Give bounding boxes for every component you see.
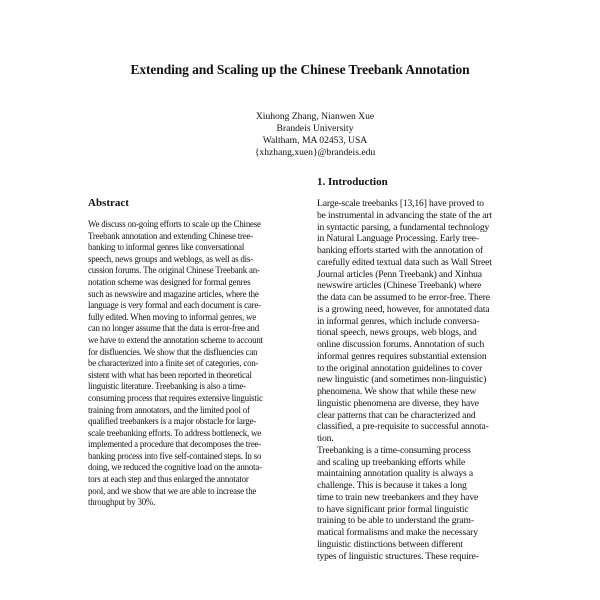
text-line: linguistic distinctions between different (317, 538, 463, 550)
text-line: scale treebanking efforts. To address bottleneck, we (88, 427, 261, 438)
text-line: is a growing need, however, for annotated data (317, 303, 490, 315)
text-line: qualified treebankers is a major obstacle for large- (88, 416, 257, 427)
text-line: cussion forums. The original Chinese Treebank an- (88, 265, 260, 276)
text-line: tors at each step and thus enlarged the annotator (88, 474, 249, 485)
affiliation: Brandeis University (276, 123, 354, 134)
author-names: Xiuhong Zhang, Nianwen Xue (255, 111, 375, 122)
text-line: tional speech, news groups, web blogs, and (317, 327, 477, 339)
text-line: Journal articles (Penn Treebank) and Xinhua (317, 268, 482, 280)
text-line: throughput by 30%. (88, 497, 156, 508)
abstract-body (88, 219, 303, 509)
text-line: clear patterns that can be characterized and (317, 409, 476, 421)
text-line: carefully edited textual data such as Wall Street (317, 256, 492, 268)
text-line: for disfluencies. We show that the disfluencies can (88, 346, 258, 357)
text-line: consuming process that requires extensive linguistic (88, 392, 263, 403)
text-line: informal genres requires substantial extension (317, 350, 487, 362)
text-line: in informal genres, which include conversa- (317, 315, 480, 327)
introduction-heading: 1. Introduction (317, 176, 388, 188)
text-line: to have significant prior formal linguistic (317, 503, 469, 515)
email: {xhzhang,xuen}@brandeis.edu (254, 147, 376, 158)
text-line: types of linguistic structures. These require- (317, 550, 479, 562)
text-line: fully edited. When moving to informal genres, we (88, 311, 256, 322)
text-line: Treebanking is a time-consuming process (317, 444, 471, 456)
text-line: the data can be assumed to be error-free. There (317, 292, 490, 303)
paper-title: Extending and Scaling up the Chinese Treebank Annotation (130, 62, 470, 77)
text-line: notation scheme was designed for formal genres (88, 276, 251, 287)
text-line: Treebank annotation and extending Chinese tree- (88, 230, 254, 241)
text-line: maintaining annotation quality is always a (317, 468, 473, 480)
text-line: classified, a pre-requisite to successful annota- (317, 421, 489, 433)
introduction-paragraph-1 (317, 198, 532, 445)
text-line: banking to informal genres like conversational (88, 242, 245, 253)
text-line: training to be able to understand the gram- (317, 515, 474, 527)
text-line: speech, news groups and weblogs, as well as dis- (88, 253, 253, 264)
text-line: doing, we reduced the cognitive load on the annota- (88, 462, 262, 473)
text-line: such as newswire and magazine articles, where the (88, 288, 259, 299)
text-line: and scaling up treebanking efforts while (317, 456, 466, 468)
text-line: We discuss on-going efforts to scale up the Chinese (88, 219, 261, 229)
text-line: in Natural Language Processing. Early tree- (317, 233, 479, 245)
text-line: be characterized into a finite set of categories, con- (88, 358, 259, 369)
text-line: challenge. This is because it takes a long (317, 480, 467, 491)
text-line: matical formalisms and make the necessary (317, 527, 478, 538)
introduction-paragraph-2 (317, 445, 532, 563)
text-line: online discussion forums. Annotation of such (317, 339, 485, 350)
text-line: linguistic literature. Treebanking is also a time- (88, 381, 246, 392)
author-block (150, 111, 480, 159)
abstract-heading: Abstract (88, 197, 129, 209)
text-line: pool, and we show that we are able to increase the (88, 485, 257, 496)
address: Waltham, MA 02453, USA (262, 135, 368, 146)
text-line: training from annotators, and the limited pool of (88, 404, 250, 415)
text-line: linguistic phenomena are diverse, they have (317, 397, 479, 409)
text-line: be instrumental in advancing the state of the art (317, 209, 492, 221)
text-line: sistent with what has been reported in theoretical (88, 369, 252, 380)
text-line: to the original annotation guidelines to cover (317, 362, 483, 374)
text-line: can no longer assume that the data is error-free and (88, 323, 260, 334)
text-line: banking efforts started with the annotation of (317, 245, 484, 256)
text-line: newswire articles (Chinese Treebank) where (317, 280, 482, 292)
text-line: new linguistic (and sometimes non-linguistic) (317, 374, 487, 386)
text-line: time to train new treebankers and they have (317, 491, 479, 503)
text-line: in syntactic parsing, a fundamental technology (317, 221, 490, 233)
introduction-body (317, 198, 532, 562)
text-line: phenomena. We show that while these new (317, 386, 477, 397)
text-line: tion. (317, 433, 334, 444)
text-line: we have to extend the annotation scheme to account (88, 334, 263, 345)
text-line: language is very formal and each document is care- (88, 300, 261, 311)
text-line: banking process into five self-contained steps. In so (88, 450, 262, 461)
text-line: implemented a procedure that decomposes the tree- (88, 439, 262, 450)
text-line: Large-scale treebanks [13,16] have proved to (317, 198, 484, 209)
